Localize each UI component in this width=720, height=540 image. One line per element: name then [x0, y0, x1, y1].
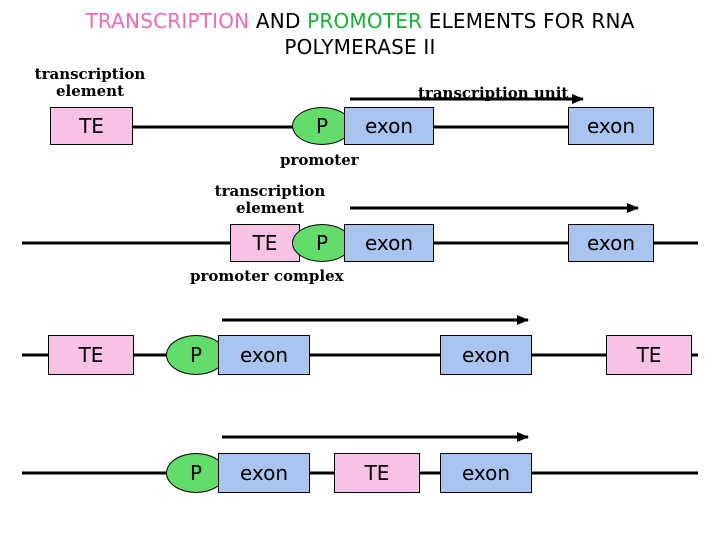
transcription-element-label-1: transcription element: [34, 65, 146, 100]
te-box-row1: TE: [50, 107, 133, 145]
exon-box-row4-b: exon: [440, 453, 532, 493]
title-and: AND: [249, 9, 308, 33]
title-promoter: PROMOTER: [307, 9, 423, 33]
exon-box-row3-b: exon: [440, 335, 532, 375]
exon-box-row4-a: exon: [218, 453, 310, 493]
exon-box-row3-a: exon: [218, 335, 310, 375]
exon-box-row2-a: exon: [344, 224, 434, 262]
te-box-row3-right: TE: [606, 335, 692, 375]
te-box-row3-left: TE: [48, 335, 134, 375]
te-box-row2: TE: [230, 224, 300, 262]
promoter-row2: P: [292, 224, 352, 262]
promoter-label: promoter: [280, 151, 359, 169]
promoter-row4: P: [166, 453, 226, 493]
promoter-row3: P: [166, 335, 226, 375]
transcription-element-label-2: transcription element: [214, 182, 326, 217]
title-elements: ELEMENTS FOR RNA: [422, 9, 635, 33]
exon-box-row1-a: exon: [344, 107, 434, 145]
promoter-complex-label: promoter complex: [190, 267, 344, 285]
title-transcription: TRANSCRIPTION: [85, 9, 250, 33]
exon-box-row1-b: exon: [568, 107, 654, 145]
exon-box-row2-b: exon: [568, 224, 654, 262]
promoter-row1: P: [292, 107, 352, 145]
te-box-row4: TE: [334, 453, 420, 493]
title-polymerase: POLYMERASE II: [284, 35, 436, 59]
transcription-unit-label: transcription unit: [418, 84, 569, 102]
